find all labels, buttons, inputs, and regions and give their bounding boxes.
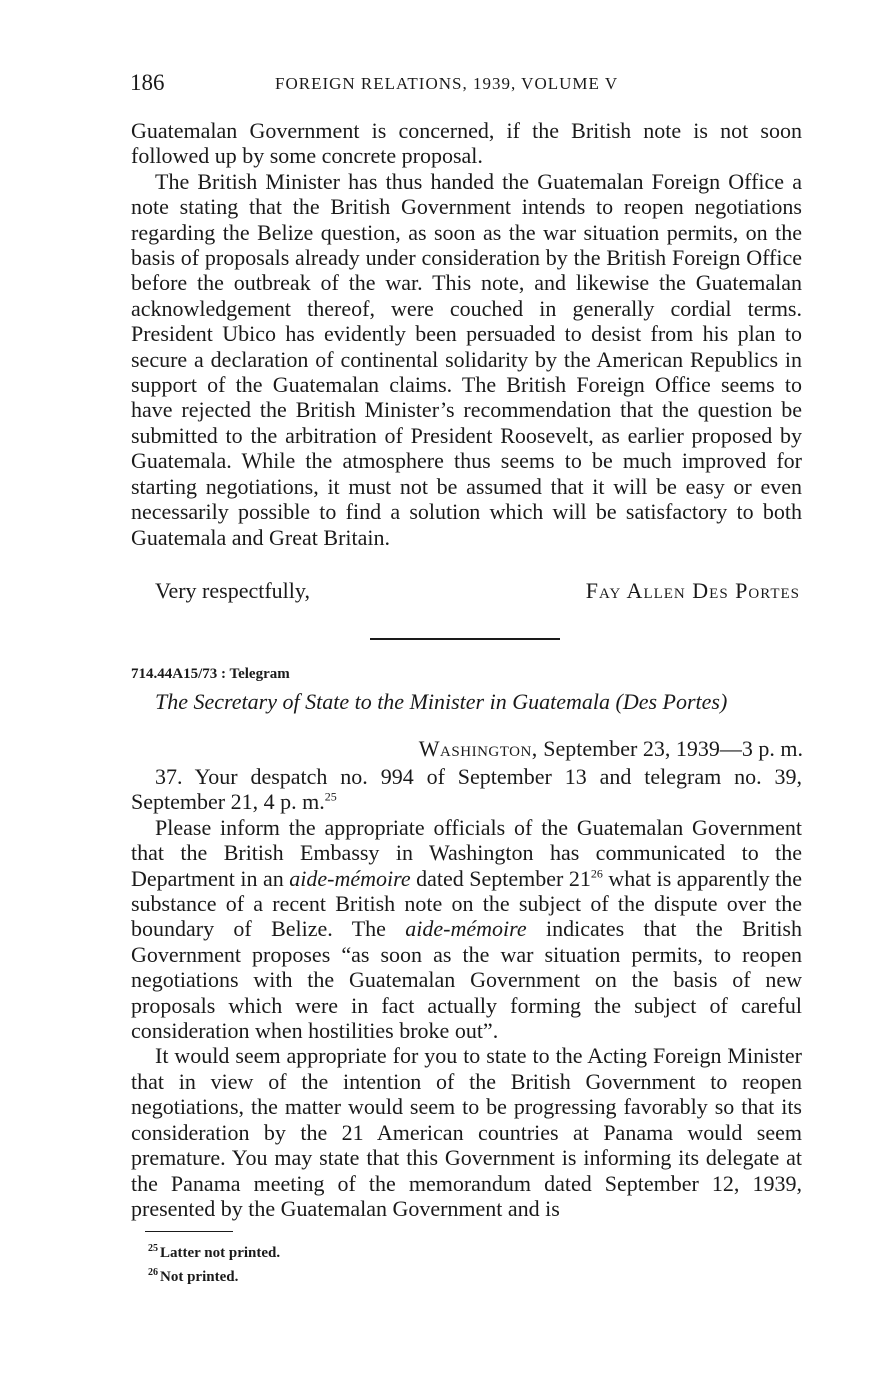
dateline-city: Washington, [418,736,538,761]
footnote-divider [145,1231,233,1232]
telegram-paragraph-text: Please inform the appropriate officials of the Guatemalan Government that the British Embassy in Washington has communicated to the Department in an [131,814,802,891]
section-divider [370,638,560,640]
letter-body [131,118,802,550]
page-number: 186 [130,70,165,95]
telegram-paragraph-text: dated September 21 [410,865,591,891]
footnote-text: Not printed. [160,1269,239,1285]
footnote [148,1239,280,1263]
telegram-paragraph [131,764,802,815]
footnote-text: Latter not printed. [160,1245,281,1261]
telegram-paragraph-text: what is apparently the substance of a recent British note on the subject of the dispute over the boundary of Belize. The [131,865,803,942]
footnote-number: 25 [148,1243,158,1254]
foreign-term: aide-mémoire [289,865,411,891]
running-head-title: FOREIGN RELATIONS, 1939, VOLUME V [275,74,619,93]
letter-closing-line [155,578,802,603]
letter-paragraph: The British Minister has thus handed the Guatemalan Foreign Office a note stating that the British Government intends to reopen negotiations regarding the Belize question, as soon as the war situation permits, on the basis of proposals already under consideration by the British Foreign Office before the outbreak of the war. This note, and likewise the Guatemalan acknowledgement thereof, were couched in generally cordial terms. President Ubico has evidently been persuaded to desist from his plan to secure a declaration of continental solidarity by the American Republics in support of the Guatemalan claims. The British Foreign Office seems to have rejected the British Minister’s recommendation that the question be submitted to the arbitration of President Roosevelt, as earlier proposed by Guatemala. While the atmosphere thus seems to be much improved for starting negotiations, it must not be assumed that it will be easy or even necessarily possible to find a solution which will be satisfactory to both Guatemala and Great Britain. [131,168,802,550]
footnote [148,1263,280,1287]
telegram-paragraph-text: indicates that the British Government proposes “as soon as the war situation permits, to reopen negotiations with the Guatemalan Government on the basis of new proposals which were in fact actually forming the subject of careful consideration when hostilities broke out”. [131,916,802,1044]
telegram-paragraph-text: 37. Your despatch no. 994 of September 13 and telegram no. 39, September 21, 4 p. m. [131,764,802,815]
letter-paragraph: Guatemalan Government is concerned, if the British note is not soon followed up by some concrete proposal. [131,118,802,169]
footnote-ref: 26 [590,866,603,881]
dateline-date: September 23, 1939—3 p. m. [537,736,803,761]
footnotes [148,1239,280,1287]
dateline [419,736,803,762]
telegram-body [131,764,802,1221]
footnote-ref: 25 [324,790,337,805]
file-reference: 714.44A15/73 : Telegram [131,666,290,682]
footnote-number: 26 [148,1267,158,1278]
foreign-term: aide-mémoire [405,916,527,942]
telegram-paragraph [131,815,802,1044]
complimentary-close: Very respectfully, [155,578,310,603]
signature: Fay Allen Des Portes [585,578,800,603]
telegram-paragraph: It would seem appropriate for you to state to the Acting Foreign Minister that in view of the intention of the British Government to reopen negotiations, the matter would seem to be progressing favorably so that its consideration by the 21 American countries at Panama would seem premature. You may state that this Government is informing its delegate at the Panama meeting of the memorandum dated September 12, 1939, presented by the Guatemalan Government and is [131,1043,802,1221]
document-title: The Secretary of State to the Minister in Guatemala (Des Portes) [155,689,728,714]
